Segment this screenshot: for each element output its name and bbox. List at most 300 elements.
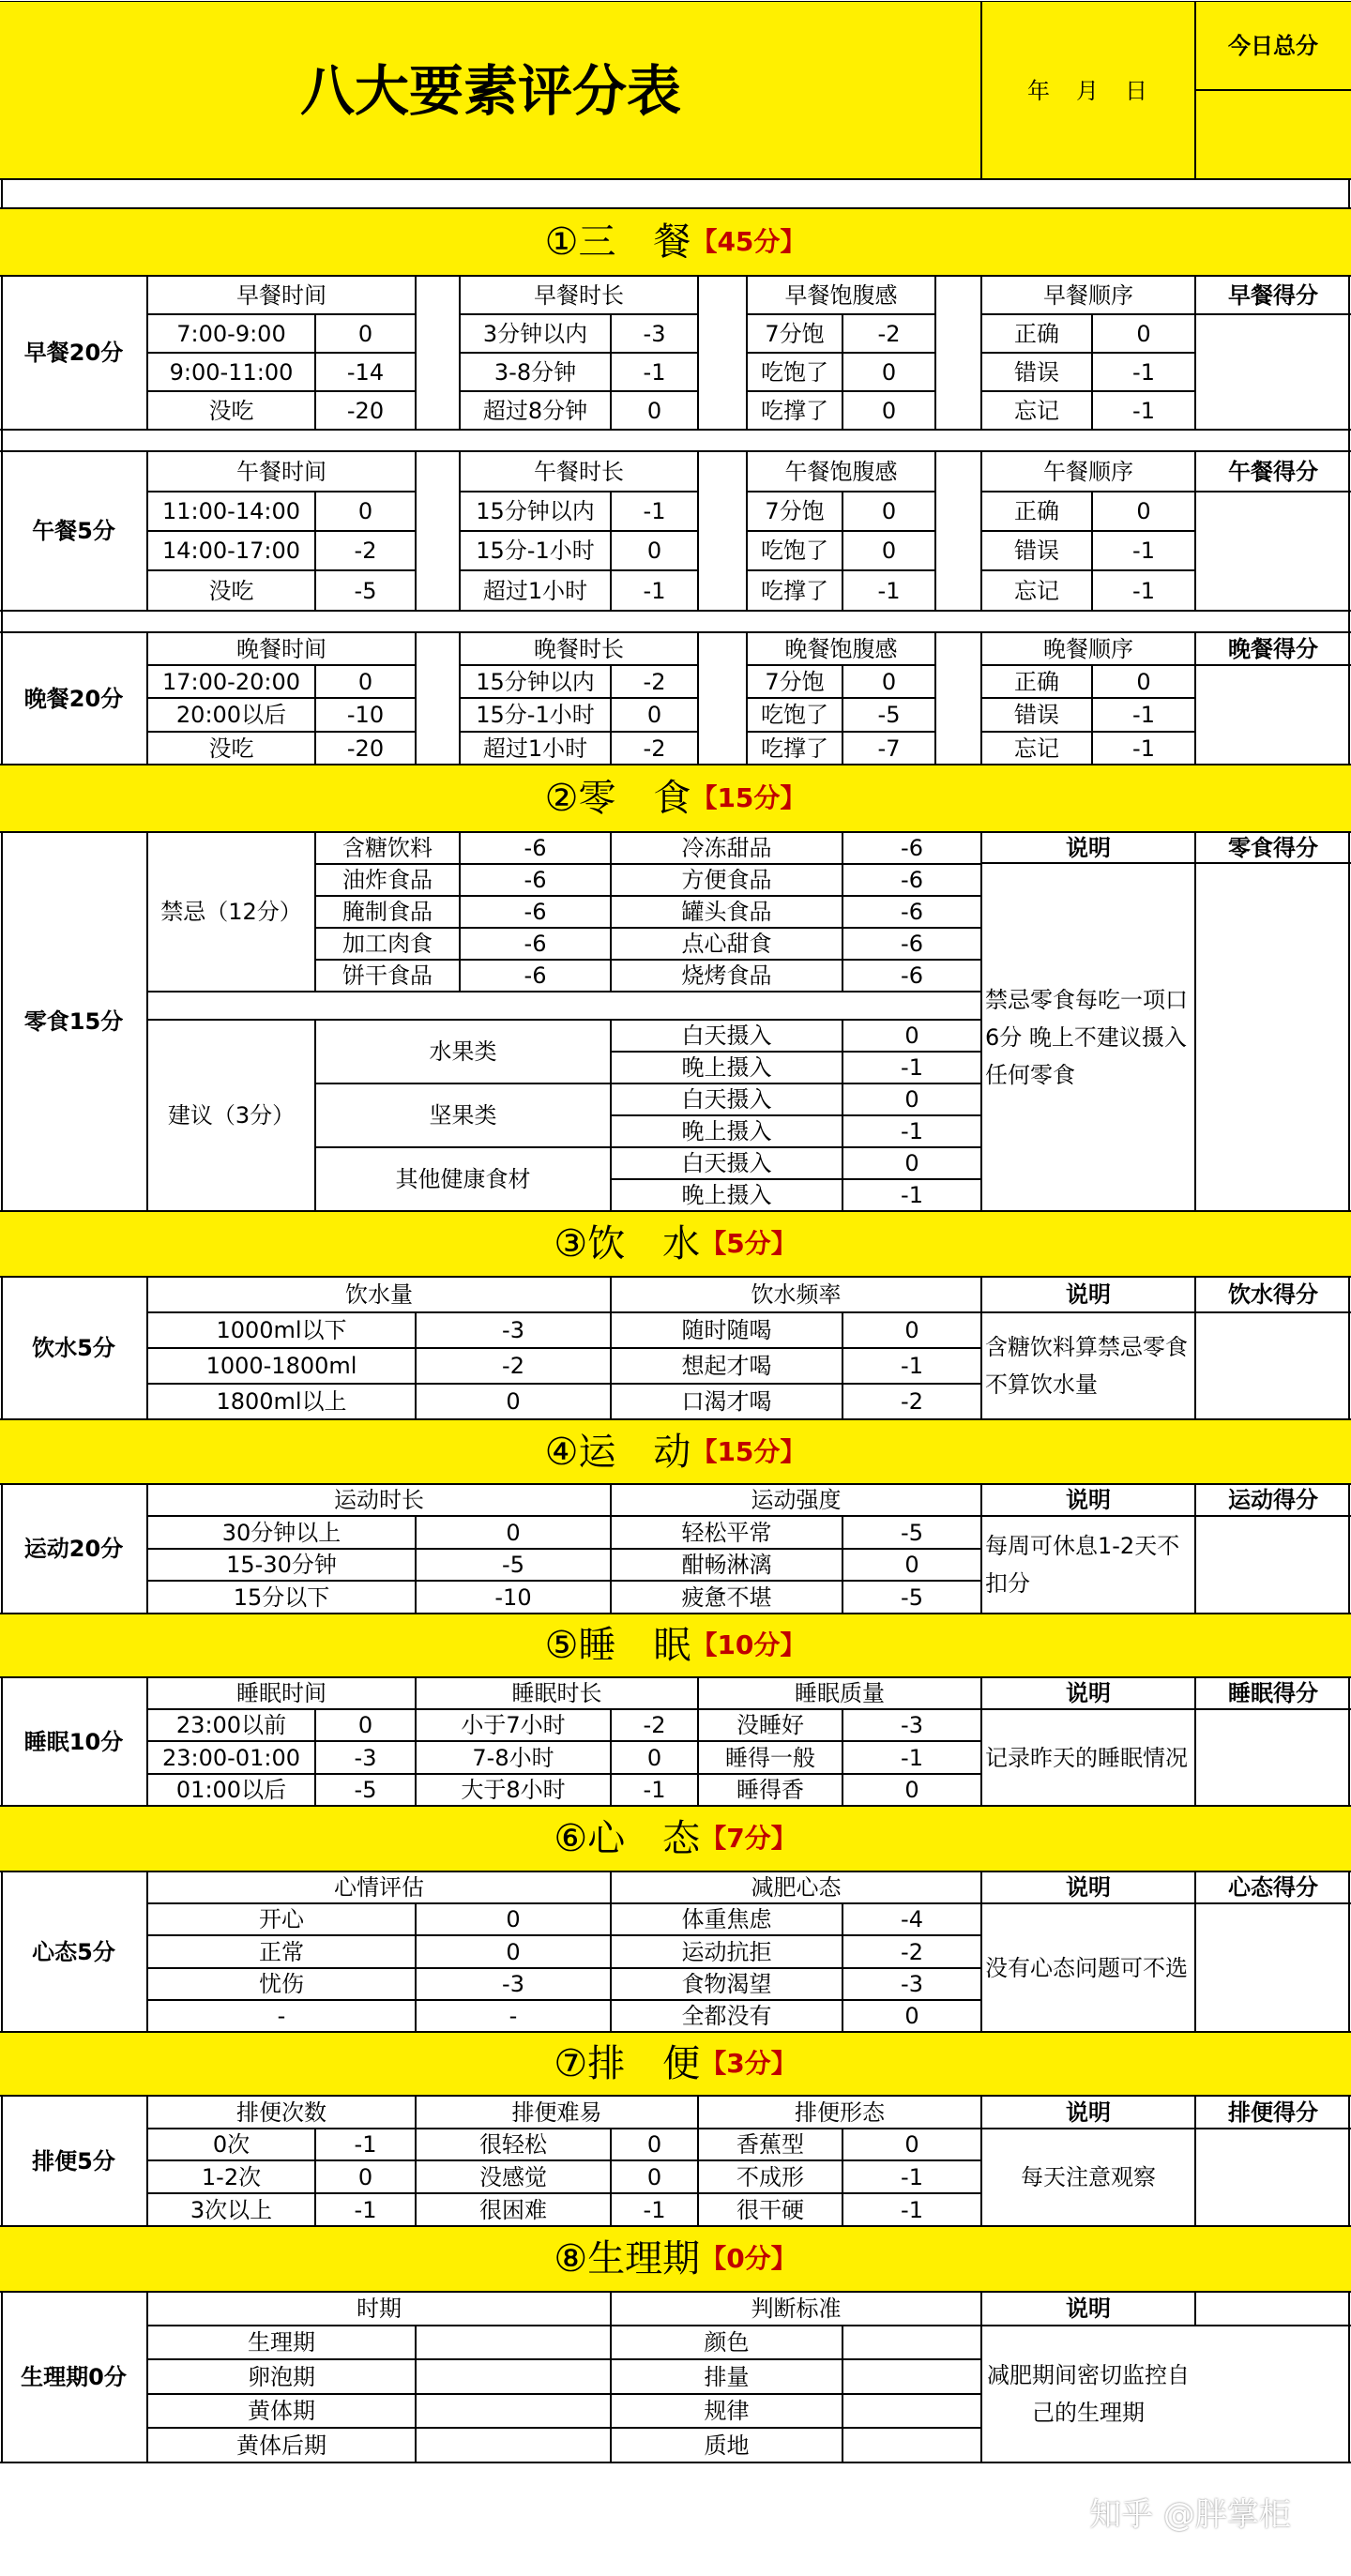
grid-line (842, 665, 843, 765)
row-label: 轻松平常 (681, 1519, 772, 1546)
row-value: 0 (1136, 668, 1151, 695)
row-label: 白天摄入 (681, 1150, 772, 1176)
note-header: 说明 (1066, 1874, 1111, 1901)
section-name: ②零 食 (544, 777, 691, 820)
row-value: -2 (877, 320, 901, 347)
row-label: 含糖饮料 (342, 835, 433, 861)
row-value: -2 (901, 1388, 923, 1415)
note-header: 说明 (1066, 2099, 1111, 2126)
row-value: -1 (1132, 358, 1155, 386)
row-value: -6 (901, 867, 923, 893)
row-value: 0 (881, 358, 897, 386)
row-label: 15分-1小时 (476, 702, 595, 728)
suggest-food: 水果类 (429, 1038, 497, 1065)
row-value: 0 (506, 1938, 521, 1965)
grid-line (460, 491, 698, 492)
column-header: 早餐时长 (534, 281, 624, 309)
water-score-label: 饮水得分 (1228, 1281, 1318, 1308)
section-name: ④运 动 (544, 1430, 691, 1474)
grid-line (747, 491, 935, 492)
grid-line (981, 530, 1195, 532)
row-value: -1 (1132, 397, 1155, 424)
suggest-food: 坚果类 (429, 1102, 497, 1129)
grid-line (981, 731, 1195, 733)
column-header: 午餐时长 (534, 458, 624, 485)
grid-line (0, 1418, 1351, 1420)
mood-score-label: 心态得分 (1228, 1874, 1318, 1901)
grid-line (460, 697, 698, 699)
row-label: 14:00-17:00 (162, 538, 300, 564)
stool-score-label: 排便得分 (1228, 2099, 1318, 2126)
meal-label: 晚餐20分 (23, 685, 124, 712)
grid-line (147, 991, 981, 993)
row-label: 饼干食品 (342, 962, 433, 989)
row-value: 0 (904, 1317, 919, 1343)
row-value: 0 (904, 1023, 919, 1049)
row-value: -4 (901, 1906, 923, 1932)
grid-line (147, 1934, 981, 1936)
sleep-score-label: 睡眠得分 (1228, 1680, 1318, 1706)
row-value: -1 (1132, 538, 1155, 564)
note-header: 说明 (1066, 1281, 1111, 1308)
row-label: 7分饱 (765, 320, 825, 347)
grid-line (747, 352, 935, 354)
column-header: 排便难易 (511, 2099, 602, 2126)
column-header: 午餐顺序 (1043, 458, 1133, 485)
column-header: 早餐饱腹感 (784, 281, 898, 309)
row-value: -6 (901, 962, 923, 989)
row-value: 0 (357, 2163, 373, 2190)
section-title (0, 1806, 1351, 1871)
row-value: -2 (643, 668, 666, 695)
row-label: 点心甜食 (681, 931, 772, 957)
meal-score-label: 早餐得分 (1228, 281, 1318, 309)
grid-line (0, 1805, 1351, 1807)
column-header: 时期 (357, 2296, 402, 2322)
row-value: 0 (357, 668, 373, 695)
snack-label: 零食15分 (23, 1008, 124, 1035)
grid-line (1195, 664, 1351, 666)
grid-line (842, 314, 843, 430)
grid-line (981, 390, 1195, 392)
row-label: 运动抗拒 (681, 1938, 772, 1965)
grid-line (611, 1051, 981, 1053)
row-label: 很干硬 (736, 2196, 804, 2223)
row-label: 超过8分钟 (482, 397, 588, 424)
grid-line (147, 1580, 981, 1582)
row-label: 卵泡期 (248, 2363, 315, 2390)
row-label: 黄体后期 (236, 2432, 326, 2459)
grid-line (147, 530, 416, 532)
grid-line (147, 352, 416, 354)
grid-line (147, 2192, 981, 2194)
row-value: -2 (502, 1353, 524, 1379)
row-value: 0 (646, 1744, 662, 1771)
date-field: 年 月 日 (1027, 77, 1149, 104)
section-title (0, 208, 1351, 276)
row-label: 很困难 (479, 2196, 547, 2223)
row-label: 7-8小时 (472, 1744, 554, 1771)
column-header: 晚餐时间 (236, 635, 326, 662)
row-label: 正确 (1014, 320, 1059, 347)
grid-line (147, 1347, 981, 1349)
section-title (0, 1419, 1351, 1484)
suggest-label: 建议（3分） (167, 1102, 296, 1129)
row-value: -1 (1132, 702, 1155, 728)
row-label: 17:00-20:00 (162, 668, 300, 695)
row-label: 1800ml以上 (216, 1388, 347, 1415)
grid-line (0, 764, 1351, 765)
row-value: -6 (901, 899, 923, 925)
row-label: 错误 (1014, 538, 1059, 564)
row-label: 白天摄入 (681, 1023, 772, 1049)
row-label: 错误 (1014, 358, 1059, 386)
row-label: 15分钟以内 (476, 668, 595, 695)
page-title: 八大要素评分表 (299, 58, 681, 123)
section-points: 【7分】 (700, 1823, 797, 1854)
column-header: 早餐时间 (236, 281, 326, 309)
row-value: -3 (901, 1712, 923, 1738)
row-label: 疲惫不堪 (681, 1583, 772, 1611)
row-label: 01:00以后 (175, 1777, 287, 1803)
row-label: 冷冻甜品 (681, 835, 772, 861)
row-label: 体重焦虑 (681, 1906, 772, 1932)
row-value: -1 (901, 1054, 923, 1081)
row-label: 7分饱 (765, 498, 825, 524)
row-label: 酣畅淋漓 (681, 1552, 772, 1578)
row-label: 9:00-11:00 (169, 358, 294, 386)
row-label: 睡得一般 (725, 1744, 815, 1771)
row-value: -5 (901, 1583, 923, 1611)
row-value: 0 (506, 1519, 521, 1546)
grid-line (147, 1383, 981, 1385)
row-value: -1 (643, 1777, 666, 1803)
grid-line (980, 2, 982, 179)
row-label: 3分钟以内 (482, 320, 588, 347)
row-value: 0 (646, 2163, 662, 2190)
grid-line (315, 1083, 981, 1084)
grid-line (147, 569, 416, 571)
mood-label: 心态5分 (32, 1938, 115, 1965)
row-label: 11:00-14:00 (162, 498, 300, 524)
row-label: 白天摄入 (681, 1086, 772, 1113)
grid-line (1195, 313, 1351, 315)
grid-line (981, 491, 1195, 492)
column-header: 排便形态 (795, 2099, 885, 2126)
row-label: 吃饱了 (761, 538, 828, 564)
row-label: 排量 (704, 2363, 750, 2390)
row-label: 错误 (1014, 702, 1059, 728)
grid-line (315, 959, 981, 961)
row-label: 全都没有 (681, 2003, 772, 2029)
suggest-food: 其他健康食材 (395, 1166, 531, 1192)
row-label: 没吃 (208, 397, 254, 424)
row-label: 加工肉食 (342, 931, 433, 957)
grid-line (315, 863, 981, 865)
grid-line (315, 895, 981, 897)
grid-line (460, 352, 698, 354)
row-value: 0 (646, 538, 662, 564)
row-value: -10 (494, 1583, 532, 1611)
row-label: 忘记 (1014, 397, 1059, 424)
column-header: 判断标准 (751, 2296, 842, 2322)
grid-line (1195, 89, 1351, 91)
row-value: -5 (901, 1519, 923, 1546)
row-value: -6 (524, 867, 547, 893)
row-value: -5 (877, 702, 901, 728)
row-value: 0 (646, 2131, 662, 2158)
meal-score-label: 晚餐得分 (1228, 635, 1318, 662)
grid-line (981, 352, 1195, 354)
row-label: 30分钟以上 (221, 1519, 342, 1546)
grid-line (147, 491, 416, 492)
grid-line (842, 492, 843, 611)
column-header: 晚餐顺序 (1043, 635, 1133, 662)
column-header: 减肥心态 (751, 1874, 842, 1901)
row-label: 香蕉型 (736, 2131, 804, 2158)
row-value: -1 (1132, 577, 1155, 604)
column-header: 晚餐饱腹感 (784, 635, 898, 662)
water-label: 饮水5分 (32, 1335, 115, 1361)
row-value: -6 (901, 835, 923, 861)
row-label: 吃饱了 (761, 702, 828, 728)
grid-line (610, 665, 612, 765)
section-title (0, 1211, 1351, 1277)
snack-note: 禁忌零食每吃一项口6分 晚上不建议摄入任何零食 (985, 986, 1188, 1088)
section-name: ⑥心 态 (554, 1817, 701, 1860)
section-title (0, 2226, 1351, 2292)
row-label: 吃撑了 (761, 397, 828, 424)
grid-line (147, 2159, 981, 2161)
column-header: 睡眠时长 (511, 1680, 602, 1706)
grid-line (147, 1999, 981, 2001)
column-header: 心情评估 (334, 1874, 424, 1901)
section-points: 【15分】 (691, 1435, 807, 1467)
row-value: 0 (904, 1777, 919, 1803)
grid-line (981, 697, 1195, 699)
section-title (0, 1614, 1351, 1677)
water-note: 含糖饮料算禁忌零食 不算饮水量 (985, 1334, 1188, 1398)
sport-note: 每周可休息1-2天不扣分 (985, 1533, 1180, 1597)
row-value: 0 (357, 1712, 373, 1738)
column-header: 排便次数 (236, 2099, 326, 2126)
row-value: 0 (357, 498, 373, 524)
grid-line (460, 313, 698, 315)
row-value: 0 (646, 397, 662, 424)
row-label: 晚上摄入 (681, 1182, 772, 1208)
section-points: 【45分】 (691, 226, 807, 257)
row-value: -6 (901, 931, 923, 957)
row-label: 1-2次 (201, 2163, 262, 2190)
row-label: 大于8小时 (461, 1777, 566, 1803)
row-value: -6 (524, 899, 547, 925)
row-value: 0 (904, 2003, 919, 2029)
row-value: 0 (904, 1150, 919, 1176)
grid-line (981, 313, 1195, 315)
row-label: 没吃 (208, 735, 254, 762)
row-value: -2 (643, 1712, 666, 1738)
grid-line (0, 2031, 1351, 2033)
column-header: 睡眠时间 (236, 1680, 326, 1706)
row-value: -6 (524, 835, 547, 861)
grid-line (747, 697, 935, 699)
row-value: -1 (643, 577, 666, 604)
row-value: -20 (346, 397, 385, 424)
row-value: -1 (354, 2196, 377, 2223)
grid-line (147, 2358, 981, 2360)
row-label: 晚上摄入 (681, 1118, 772, 1144)
grid-line (315, 927, 981, 929)
row-value: 0 (506, 1906, 521, 1932)
row-label: 3次以上 (190, 2196, 273, 2223)
row-label: 颜色 (704, 2329, 750, 2356)
column-header: 早餐顺序 (1043, 281, 1133, 309)
row-label: 15分钟以内 (476, 498, 595, 524)
grid-line (610, 314, 612, 430)
grid-line (147, 1967, 981, 1969)
row-label: 想起才喝 (681, 1353, 772, 1379)
row-value: -2 (901, 1938, 923, 1965)
row-label: 规律 (704, 2398, 750, 2424)
row-value: 0 (881, 498, 897, 524)
sport-score-label: 运动得分 (1228, 1487, 1318, 1513)
grid-line (460, 530, 698, 532)
row-label: 7:00-9:00 (176, 320, 286, 347)
grid-line (314, 492, 316, 611)
section-title (0, 765, 1351, 832)
column-header: 晚餐时长 (534, 635, 624, 662)
row-value: 0 (904, 2131, 919, 2158)
row-value: -1 (354, 2131, 377, 2158)
grid-line (314, 314, 316, 430)
row-label: 黄体期 (248, 2398, 315, 2424)
section-points: 【5分】 (700, 1228, 797, 1259)
meal-score-label: 午餐得分 (1228, 458, 1318, 485)
grid-line (0, 178, 1351, 180)
grid-line (460, 664, 698, 666)
sleep-label: 睡眠10分 (23, 1728, 124, 1755)
section-title (0, 2032, 1351, 2096)
row-value: -20 (346, 735, 385, 762)
grid-line (1091, 665, 1093, 765)
grid-line (460, 731, 698, 733)
grid-line (147, 664, 416, 666)
sport-label: 运动20分 (23, 1536, 124, 1562)
row-value: -1 (1132, 735, 1155, 762)
grid-line (747, 530, 935, 532)
grid-line (981, 664, 1195, 666)
row-value: -3 (354, 1744, 377, 1771)
row-label: 15分以下 (233, 1583, 330, 1611)
row-label: 烧烤食品 (681, 962, 772, 989)
row-value: -14 (346, 358, 385, 386)
row-label: 罐头食品 (681, 899, 772, 925)
grid-line (747, 390, 935, 392)
grid-line (0, 1210, 1351, 1212)
grid-line (147, 1740, 981, 1742)
row-label: 口渴才喝 (681, 1388, 772, 1415)
row-value: -1 (901, 1744, 923, 1771)
column-header: 运动强度 (751, 1487, 842, 1513)
row-label: 随时随喝 (681, 1317, 772, 1343)
grid-line (147, 2393, 981, 2395)
column-header: 运动时长 (334, 1487, 424, 1513)
section-points: 【3分】 (700, 2048, 797, 2079)
row-value: -1 (901, 2196, 923, 2223)
row-value: 0 (646, 702, 662, 728)
row-label: 3-8分钟 (493, 358, 577, 386)
row-value: -5 (354, 1777, 377, 1803)
row-value: -10 (346, 702, 385, 728)
row-value: 0 (904, 1086, 919, 1113)
row-label: 0次 (212, 2131, 250, 2158)
grid-line (747, 313, 935, 315)
column-header: 睡眠质量 (795, 1680, 885, 1706)
meal-label: 早餐20分 (23, 340, 124, 366)
period-label: 生理期0分 (21, 2364, 127, 2390)
grid-line (147, 731, 416, 733)
grid-line (147, 313, 416, 315)
mood-note: 没有心态问题可不选 (985, 1954, 1188, 1981)
row-label: 正确 (1014, 668, 1059, 695)
row-label: 吃撑了 (761, 735, 828, 762)
row-label: 正常 (259, 1938, 304, 1965)
row-label: 15-30分钟 (226, 1552, 337, 1578)
row-label: 质地 (704, 2432, 750, 2459)
grid-line (147, 1773, 981, 1775)
grid-line (747, 731, 935, 733)
row-label: 没吃 (208, 577, 254, 604)
snack-score-label: 零食得分 (1228, 834, 1318, 861)
meal-label: 午餐5分 (32, 518, 115, 544)
taboo-label: 禁忌（12分） (160, 899, 302, 925)
row-label: 23:00-01:00 (162, 1744, 300, 1771)
column-header: 饮水量 (345, 1281, 413, 1308)
row-label: 晚上摄入 (681, 1054, 772, 1081)
row-value: -3 (643, 320, 666, 347)
row-value: -5 (354, 577, 377, 604)
sleep-note: 记录昨天的睡眠情况 (985, 1744, 1188, 1771)
section-points: 【15分】 (691, 782, 807, 813)
row-value: -1 (643, 2196, 666, 2223)
grid-line (0, 207, 1351, 209)
grid-line (460, 569, 698, 571)
section-name: ⑧生理期 (554, 2237, 701, 2281)
row-value: -7 (877, 735, 901, 762)
row-value: - (509, 2003, 518, 2029)
row-label: 1000ml以下 (216, 1317, 347, 1343)
stool-note: 每天注意观察 (1021, 2164, 1156, 2190)
row-label: 不成形 (736, 2163, 804, 2190)
row-label: 油炸食品 (342, 867, 433, 893)
row-value: 0 (881, 397, 897, 424)
grid-line (747, 664, 935, 666)
section-points: 【0分】 (700, 2243, 797, 2274)
row-value: -2 (354, 538, 377, 564)
row-label: 23:00以前 (175, 1712, 287, 1738)
row-label: 小于7小时 (461, 1712, 566, 1738)
column-header: 饮水频率 (751, 1281, 842, 1308)
section-name: ③饮 水 (554, 1222, 701, 1265)
row-label: 20:00以后 (175, 702, 287, 728)
row-label: 食物渴望 (681, 1971, 772, 1997)
row-value: 0 (1136, 320, 1151, 347)
row-value: 0 (506, 1388, 521, 1415)
period-note: 减肥期间密切监控自己的生理期 (987, 2362, 1190, 2426)
row-label: 忧伤 (259, 1971, 304, 1997)
grid-line (147, 390, 416, 392)
row-label: 腌制食品 (342, 899, 433, 925)
